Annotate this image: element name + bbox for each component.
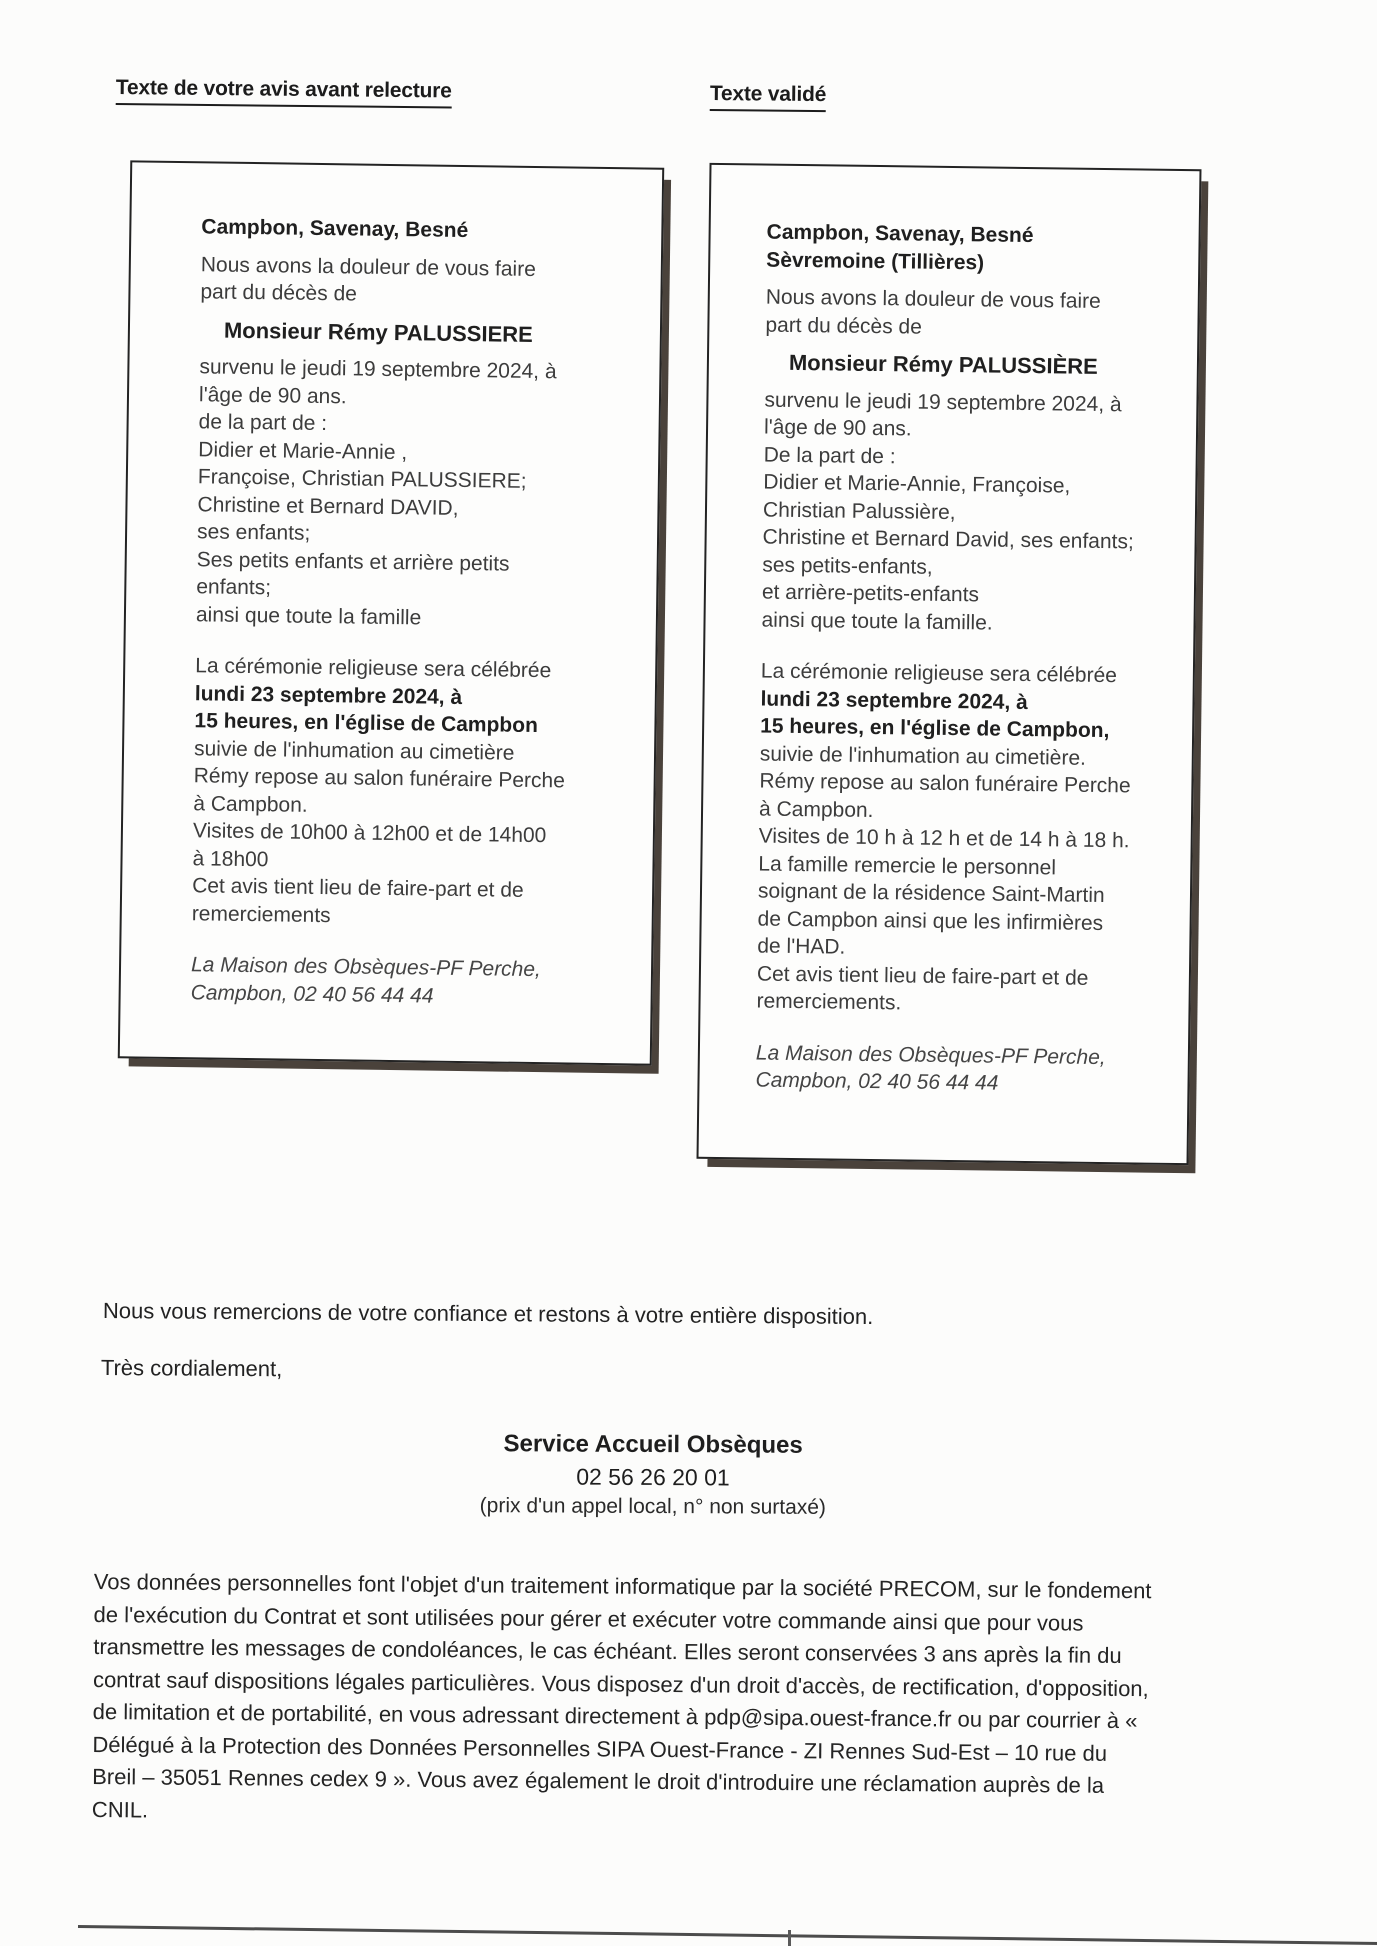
notice-line: enfants;: [196, 575, 272, 600]
legal-line: Breil – 35051 Rennes cedex 9 ». Vous avez également le droit d'introduire une réclamation auprès de la: [92, 1763, 1105, 1798]
notice-line: soignant de la résidence Saint-Martin: [757, 879, 1105, 908]
notice-line: survenu le jeudi 19 septembre 2024, à: [764, 388, 1122, 416]
notice-line: Monsieur Rémy PALUSSIERE: [223, 317, 533, 347]
notice-line: ses petits-enfants,: [762, 553, 933, 579]
notice-line: ainsi que toute la famille.: [761, 608, 993, 635]
draft-obituary-card: [118, 160, 664, 1065]
legal-line: Vos données personnelles font l'objet d'un traitement informatique par la société PRECOM, sur le fondement: [93, 1568, 1152, 1604]
thanks-text: Nous vous remercions de votre confiance et restons à votre entière disposition.: [102, 1298, 874, 1330]
notice-line: Monsieur Rémy PALUSSIÈRE: [788, 349, 1098, 379]
notice-line: Visites de 10h00 à 12h00 et de 14h00: [192, 819, 547, 848]
notice-line: De la part de :: [763, 443, 896, 468]
notice-line: Didier et Marie-Annie, Françoise,: [763, 470, 1071, 498]
notice-line: Nous avons la douleur de vous faire: [765, 285, 1101, 313]
notice-line: Campbon, Savenay, Besné: [766, 220, 1034, 248]
legal-line: transmettre les messages de condoléances, le cas échéant. Elles seront conservées 3 ans après la fin du: [93, 1633, 1122, 1668]
notice-line: lundi 23 septembre 2024, à: [194, 681, 463, 709]
legal-line: CNIL.: [91, 1796, 149, 1822]
validated-obituary-card: [697, 163, 1202, 1165]
notice-line: Cet avis tient lieu de faire-part et de: [192, 874, 524, 902]
notice-line: Campbon, 02 40 56 44 44: [190, 980, 434, 1008]
notice-line: La cérémonie religieuse sera célébrée: [195, 654, 552, 683]
notice-line: part du décès de: [765, 313, 923, 339]
scan-bottom-tick-mark: [788, 1930, 791, 1946]
notice-line: 15 heures, en l'église de Campbon,: [760, 714, 1110, 743]
notice-line: part du décès de: [200, 280, 358, 306]
notice-line: Ses petits enfants et arrière petits: [196, 547, 510, 576]
notice-line: Françoise, Christian PALUSSIERE;: [197, 465, 527, 493]
notice-line: l'âge de 90 ans.: [763, 415, 912, 441]
salutation-text: Très cordialement,: [100, 1355, 283, 1382]
personal-data-legal-paragraph: [92, 1566, 1152, 1835]
notice-line: Rémy repose au salon funéraire Perche: [193, 764, 566, 793]
notice-line: Cet avis tient lieu de faire-part et de: [756, 962, 1089, 990]
notice-line: 15 heures, en l'église de Campbon: [194, 709, 539, 738]
notice-line: suivie de l'inhumation au cimetière.: [759, 742, 1087, 770]
notice-line: remerciements.: [756, 989, 902, 1015]
notice-line: à Campbon.: [193, 791, 308, 817]
legal-line: de limitation et de portabilité, en vous adressant directement à pdp@sipa.ouest-france.fr ou par courrier à «: [92, 1698, 1138, 1734]
draft-obituary-lines: [190, 213, 637, 1012]
notice-line: survenu le jeudi 19 septembre 2024, à: [199, 355, 557, 384]
legal-line: contrat sauf dispositions légales particulières. Vous disposez d'un droit d'accès, de rectification, d'opposition,: [92, 1666, 1149, 1701]
notice-line: remerciements: [191, 901, 331, 927]
scan-bottom-edge-line: [78, 1925, 1377, 1945]
service-contact-block: [353, 1428, 953, 1522]
notice-line: et arrière-petits-enfants: [761, 580, 980, 607]
notice-line: La Maison des Obsèques-PF Perche,: [190, 953, 542, 982]
notice-line: à Campbon.: [758, 797, 874, 822]
notice-line: de l'HAD.: [757, 934, 846, 959]
service-phone-number: 02 56 26 20 01: [576, 1463, 730, 1491]
notice-line: ses enfants;: [196, 520, 311, 545]
notice-line: Sèvremoine (Tillières): [766, 248, 985, 274]
notice-line: Visites de 10 h à 12 h et de 14 h à 18 h.: [758, 824, 1130, 853]
notice-line: Campbon, 02 40 56 44 44: [755, 1068, 999, 1095]
notice-line: Nous avons la douleur de vous faire: [200, 252, 537, 281]
heading-draft-text: Texte de votre avis avant relecture: [116, 76, 452, 109]
heading-validated-text: Texte validé: [710, 82, 827, 112]
notice-line: ainsi que toute la famille: [195, 602, 422, 629]
validated-obituary-lines: [755, 219, 1178, 1100]
service-name: Service Accueil Obsèques: [503, 1430, 803, 1459]
legal-line: Délégué à la Protection des Données Personnelles SIPA Ouest-France - ZI Rennes Sud-Est – 10 rue du: [92, 1731, 1108, 1766]
notice-line: Christine et Bernard David, ses enfants;: [762, 525, 1134, 554]
notice-line: lundi 23 septembre 2024, à: [760, 687, 1028, 714]
legal-line: de l'exécution du Contrat et sont utilisées pour gérer et exécuter votre commande ainsi que pour vous: [93, 1601, 1084, 1636]
notice-line: Didier et Marie-Annie ,: [198, 437, 408, 464]
notice-line: de Campbon ainsi que les infirmières: [757, 907, 1104, 935]
notice-line: La cérémonie religieuse sera célébrée: [760, 659, 1118, 688]
notice-line: La Maison des Obsèques-PF Perche,: [755, 1041, 1106, 1069]
notice-line: Rémy repose au salon funéraire Perche: [759, 769, 1131, 798]
notice-line: à 18h00: [192, 846, 269, 871]
notice-line: La famille remercie le personnel: [758, 852, 1057, 879]
notice-line: l'âge de 90 ans.: [198, 382, 347, 408]
notice-line: suivie de l'inhumation au cimetière: [193, 736, 515, 765]
notice-line: Campbon, Savenay, Besné: [201, 215, 469, 243]
service-phone-note: (prix d'un appel local, n° non surtaxé): [479, 1494, 827, 1519]
notice-line: Christian Palussière,: [762, 498, 956, 524]
notice-line: Christine et Bernard DAVID,: [197, 492, 459, 520]
notice-line: de la part de :: [198, 410, 328, 436]
